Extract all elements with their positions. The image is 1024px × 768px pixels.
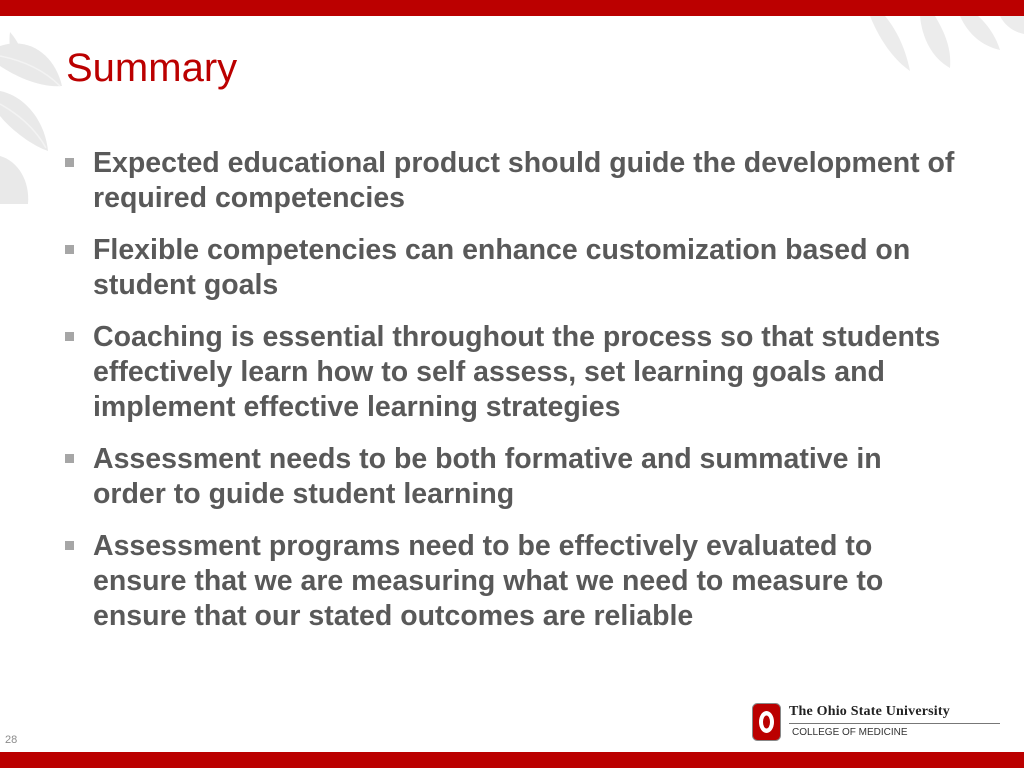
square-bullet-icon <box>65 454 74 463</box>
bullet-text: Flexible competencies can enhance customization based on student goals <box>93 234 911 301</box>
square-bullet-icon <box>65 158 74 167</box>
university-logo <box>752 703 1002 743</box>
bullet-item <box>62 320 962 425</box>
college-name: COLLEGE OF MEDICINE <box>792 727 908 738</box>
bullet-item <box>62 442 962 512</box>
block-o-icon <box>752 703 781 741</box>
logo-divider <box>789 723 1000 724</box>
square-bullet-icon <box>65 332 74 341</box>
bottom-accent-bar <box>0 752 1024 768</box>
top-accent-bar <box>0 0 1024 16</box>
bullet-text: Expected educational product should guide the development of required competencies <box>93 147 955 214</box>
bullet-item <box>62 529 962 634</box>
bullet-text: Assessment needs to be both formative and summative in order to guide student learning <box>93 443 882 510</box>
square-bullet-icon <box>65 245 74 254</box>
leaf-watermark-right <box>850 16 1024 86</box>
bullet-text: Assessment programs need to be effectively evaluated to ensure that we are measuring what we need to measure to ensure that our stated outcomes are reliable <box>93 530 884 632</box>
bullet-item <box>62 146 962 216</box>
bullet-item <box>62 233 962 303</box>
university-name: The Ohio State University <box>789 704 950 719</box>
slide-title: Summary <box>66 46 238 90</box>
slide-number: 28 <box>5 734 18 746</box>
bullet-list <box>62 146 962 651</box>
square-bullet-icon <box>65 541 74 550</box>
bullet-text: Coaching is essential throughout the process so that students effectively learn how to self assess, set learning goals and implement effective learning strategies <box>93 321 941 423</box>
